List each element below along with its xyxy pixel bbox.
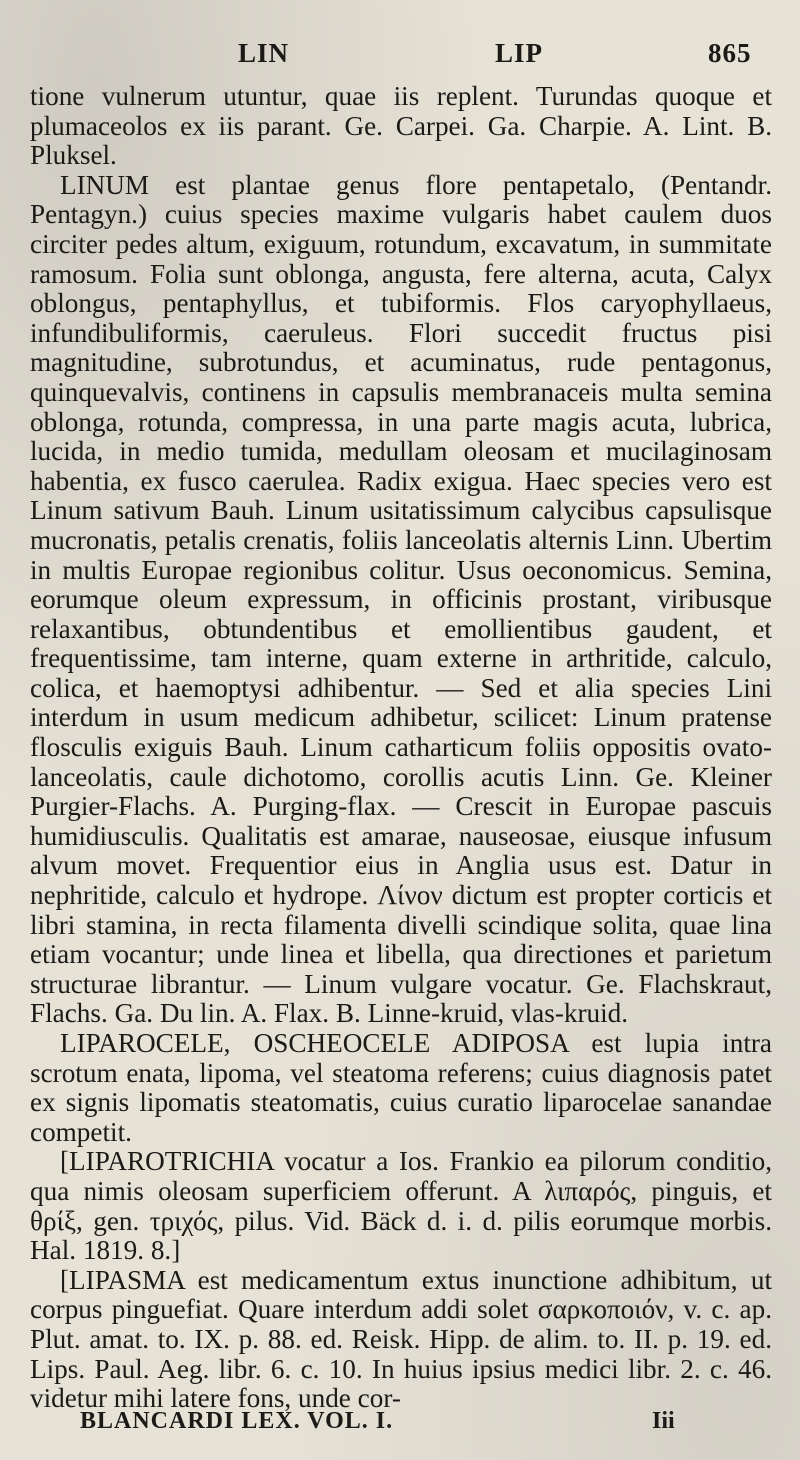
entry-linum: LINUM est plantae genus flore pentapetalo, (Pentandr. Pentagyn.) cuius species maxime vulgaris habet caulem duos circiter pedes altum, exiguum, rotundum, excavatum, in summitate ramosum. Folia sunt oblonga, angusta, fere alterna, acuta, Calyx oblongus, pentaphyllus, et tubiformis. Flos caryophyllaeus, infundibuliformis, caeruleus. Flori succedit fructus pisi magnitudine, subrotundus, et acuminatus, rude pentagonus, quinquevalvis, continens in capsulis membranaceis multa semina oblonga, rotunda, compressa, in una parte magis acuta, lubrica, lucida, in medio tumida, medullam oleosam et mucilaginosam habentia, ex fusco caerulea. Radix exigua. Haec species vero est Linum sativum Bauh. Linum usitatissimum calycibus capsulisque mucronatis, petalis crenatis, foliis lanceolatis alternis Linn. Ubertim in multis Europae regionibus colitur. Usus oeconomicus. Semina, eorumque oleum expressum, in officinis prostant, viribusque relaxantibus, obtundentibus et emollientibus gaudent, et frequentissime, tam interne, quam externe in arthritide, calculo, colica, et haemoptysi adhibentur. — Sed et alia species Lini interdum in usum medicum adhibetur, scilicet: Linum pratense flosculis exiguis Bauh. Linum catharticum foliis oppositis ovato-lanceolatis, caule dichotomo, corollis acutis Linn. Ge. Kleiner Purgier-Flachs. A. Purging-flax. — Crescit in Europae pascuis humidiusculis. Qualitatis est amarae, nauseosae, eiusque infusum alvum movet. Frequentior eius in Anglia usus est. Datur in nephritide, calculo et hydrope. Λίνον dictum est propter corticis et libri stamina, in recta filamenta divelli scindique solita, quae lina etiam vocantur; unde linea et libella, qua directiones et parietum structurae librantur. — Linum vulgare vocatur. Ge. Flachskraut, Flachs. Ga. Du lin. A. Flax. B. Linne-kruid, vlas-kruid.	[30, 169, 772, 1029]
header-first-entry: LIN	[238, 38, 290, 68]
page-footer	[80, 1408, 720, 1440]
header-last-entry: LIP	[495, 38, 544, 68]
running-header	[0, 38, 800, 78]
body-text	[30, 82, 772, 1414]
footer-signature: BLANCARDI LEX. VOL. I.	[80, 1408, 394, 1434]
entry-liparotrichia: [LIPAROTRICHIA vocatur a Ios. Frankio ea pilorum conditio, qua nimis oleosam superficiem offerunt. A λιπαρός, pinguis, et θρίξ, gen. τριχός, pilus. Vid. Bäck d. i. d. pilis eorumque morbis. Hal. 1819. 8.]	[30, 1146, 772, 1266]
page-number: 865	[708, 38, 752, 68]
paragraph-continuation: tione vulnerum utuntur, quae iis replent. Turundas quoque et plumaceolos ex iis parant. Ge. Carpei. Ga. Charpie. A. Lint. B. Pluksel.	[30, 81, 772, 171]
footer-sheet-mark: Iii	[652, 1408, 675, 1434]
entry-liparocele: LIPAROCELE, OSCHEOCELE ADIPOSA est lupia intra scrotum enata, lipoma, vel steatoma referens; cuius diagnosis patet ex signis lipomatis steatomatis, cuius curatio liparocelae sanandae competit.	[30, 1028, 772, 1147]
entry-lipasma: [LIPASMA est medicamentum extus inunctione adhibitum, ut corpus pinguefiat. Quare interdum addi solet σαρκοποιόν, v. c. ap. Plut. amat. to. IX. p. 88. ed. Reisk. Hipp. de alim. to. II. p. 19. ed. Lips. Paul. Aeg. libr. 6. c. 10. In huius ipsius medici libr. 2. c. 46. videtur mihi latere fons, unde cor-	[30, 1264, 772, 1414]
